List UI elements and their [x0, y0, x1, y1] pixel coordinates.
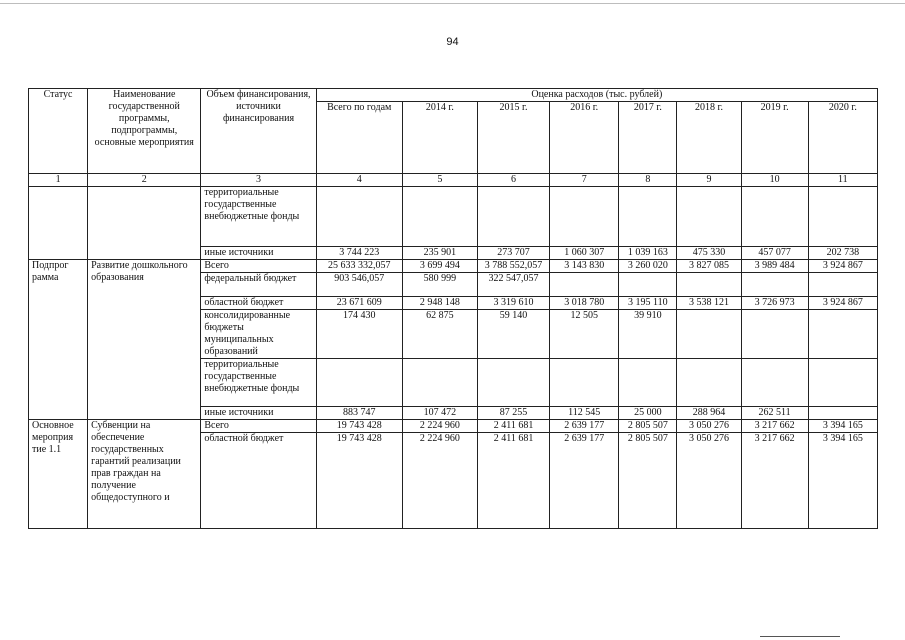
program-name-cell: Субвенции на обеспечение государственных гарантий реализации прав граждан на получение общедоступного и: [88, 420, 201, 529]
status-cell: Подпрог рамма: [29, 260, 88, 420]
amount-cell: 475 330: [677, 247, 741, 260]
amount-cell: 3 726 973: [741, 297, 808, 310]
amount-cell: 3 699 494: [402, 260, 477, 273]
program-name-cell: Развитие дошкольного образования: [88, 260, 201, 420]
table-row: [29, 260, 878, 273]
table-row: [29, 420, 878, 433]
amount-cell: 3 924 867: [808, 297, 877, 310]
amount-cell: 107 472: [402, 407, 477, 420]
column-number: 3: [201, 174, 316, 187]
column-number: 5: [402, 174, 477, 187]
header-row-1: [29, 89, 878, 102]
amount-cell: 59 140: [477, 310, 549, 359]
amount-cell: 3 827 085: [677, 260, 741, 273]
amount-cell: [619, 359, 677, 407]
amount-cell: 3 050 276: [677, 420, 741, 433]
amount-cell: 3 217 662: [741, 420, 808, 433]
amount-cell: 3 744 223: [316, 247, 402, 260]
amount-cell: 2 411 681: [477, 420, 549, 433]
column-number: 9: [677, 174, 741, 187]
amount-cell: 235 901: [402, 247, 477, 260]
header-year-2015: 2015 г.: [477, 102, 549, 174]
amount-cell: [402, 187, 477, 247]
amount-cell: 2 948 148: [402, 297, 477, 310]
amount-cell: [477, 187, 549, 247]
header-year-2020: 2020 г.: [808, 102, 877, 174]
funding-source-cell: консолидированные бюджеты муниципальных образований: [201, 310, 316, 359]
funding-source-cell: Всего: [201, 420, 316, 433]
amount-cell: 19 743 428: [316, 433, 402, 529]
amount-cell: 288 964: [677, 407, 741, 420]
amount-cell: [808, 359, 877, 407]
amount-cell: 3 050 276: [677, 433, 741, 529]
funding-source-cell: Всего: [201, 260, 316, 273]
program-name-cell: [88, 187, 201, 260]
amount-cell: 202 738: [808, 247, 877, 260]
header-year-2019: 2019 г.: [741, 102, 808, 174]
funding-source-cell: иные источники: [201, 247, 316, 260]
amount-cell: 1 060 307: [550, 247, 619, 260]
amount-cell: [741, 359, 808, 407]
column-number: 8: [619, 174, 677, 187]
header-estimate: Оценка расходов (тыс. рублей): [316, 89, 877, 102]
amount-cell: 39 910: [619, 310, 677, 359]
amount-cell: [550, 187, 619, 247]
funding-source-cell: областной бюджет: [201, 433, 316, 529]
amount-cell: [808, 310, 877, 359]
amount-cell: 3 018 780: [550, 297, 619, 310]
funding-source-cell: областной бюджет: [201, 297, 316, 310]
amount-cell: [550, 273, 619, 297]
header-year-2018: 2018 г.: [677, 102, 741, 174]
header-name: Наименование государственной программы, подпрограммы, основные мероприятия: [88, 89, 201, 174]
amount-cell: 2 805 507: [619, 420, 677, 433]
amount-cell: 3 143 830: [550, 260, 619, 273]
column-number: 4: [316, 174, 402, 187]
header-year-2017: 2017 г.: [619, 102, 677, 174]
funding-source-cell: федеральный бюджет: [201, 273, 316, 297]
amount-cell: [741, 273, 808, 297]
bottom-rule: [760, 636, 840, 637]
column-number: 2: [88, 174, 201, 187]
status-cell: [29, 187, 88, 260]
amount-cell: 3 319 610: [477, 297, 549, 310]
amount-cell: 25 000: [619, 407, 677, 420]
page-number: 94: [446, 36, 459, 48]
amount-cell: [619, 273, 677, 297]
column-number-row: [29, 174, 878, 187]
amount-cell: 12 505: [550, 310, 619, 359]
amount-cell: [808, 407, 877, 420]
amount-cell: 174 430: [316, 310, 402, 359]
amount-cell: 19 743 428: [316, 420, 402, 433]
top-rule: [0, 3, 905, 4]
header-year-2016: 2016 г.: [550, 102, 619, 174]
amount-cell: 2 639 177: [550, 433, 619, 529]
amount-cell: 883 747: [316, 407, 402, 420]
amount-cell: 3 195 110: [619, 297, 677, 310]
amount-cell: [316, 187, 402, 247]
amount-cell: [677, 359, 741, 407]
amount-cell: 3 260 020: [619, 260, 677, 273]
amount-cell: [550, 359, 619, 407]
amount-cell: [677, 273, 741, 297]
amount-cell: [808, 187, 877, 247]
header-year-2014: 2014 г.: [402, 102, 477, 174]
amount-cell: [477, 359, 549, 407]
amount-cell: [808, 273, 877, 297]
header-status: Статус: [29, 89, 88, 174]
column-number: 1: [29, 174, 88, 187]
funding-source-cell: территориальные государственные внебюджетные фонды: [201, 359, 316, 407]
column-number: 11: [808, 174, 877, 187]
amount-cell: [677, 310, 741, 359]
amount-cell: 3 788 552,057: [477, 260, 549, 273]
table-row: [29, 187, 878, 247]
amount-cell: 273 707: [477, 247, 549, 260]
amount-cell: 3 394 165: [808, 420, 877, 433]
column-number: 6: [477, 174, 549, 187]
amount-cell: [677, 187, 741, 247]
amount-cell: [741, 310, 808, 359]
amount-cell: 112 545: [550, 407, 619, 420]
amount-cell: 3 989 484: [741, 260, 808, 273]
funding-source-cell: территориальные государственные внебюджетные фонды: [201, 187, 316, 247]
amount-cell: 580 999: [402, 273, 477, 297]
amount-cell: 457 077: [741, 247, 808, 260]
amount-cell: 87 255: [477, 407, 549, 420]
amount-cell: 322 547,057: [477, 273, 549, 297]
header-volume: Объем финансирования, источники финансирования: [201, 89, 316, 174]
amount-cell: [316, 359, 402, 407]
budget-table: [28, 88, 878, 529]
amount-cell: 903 546,057: [316, 273, 402, 297]
amount-cell: 2 411 681: [477, 433, 549, 529]
amount-cell: 1 039 163: [619, 247, 677, 260]
funding-source-cell: иные источники: [201, 407, 316, 420]
amount-cell: 2 639 177: [550, 420, 619, 433]
amount-cell: 2 224 960: [402, 420, 477, 433]
amount-cell: 2 805 507: [619, 433, 677, 529]
amount-cell: 3 924 867: [808, 260, 877, 273]
amount-cell: 3 394 165: [808, 433, 877, 529]
amount-cell: 62 875: [402, 310, 477, 359]
amount-cell: 262 511: [741, 407, 808, 420]
amount-cell: [619, 187, 677, 247]
column-number: 10: [741, 174, 808, 187]
amount-cell: 23 671 609: [316, 297, 402, 310]
amount-cell: [741, 187, 808, 247]
amount-cell: 2 224 960: [402, 433, 477, 529]
status-cell: Основное мероприя тие 1.1: [29, 420, 88, 529]
column-number: 7: [550, 174, 619, 187]
amount-cell: 25 633 332,057: [316, 260, 402, 273]
amount-cell: [402, 359, 477, 407]
amount-cell: 3 538 121: [677, 297, 741, 310]
header-year-total: Всего по годам: [316, 102, 402, 174]
amount-cell: 3 217 662: [741, 433, 808, 529]
